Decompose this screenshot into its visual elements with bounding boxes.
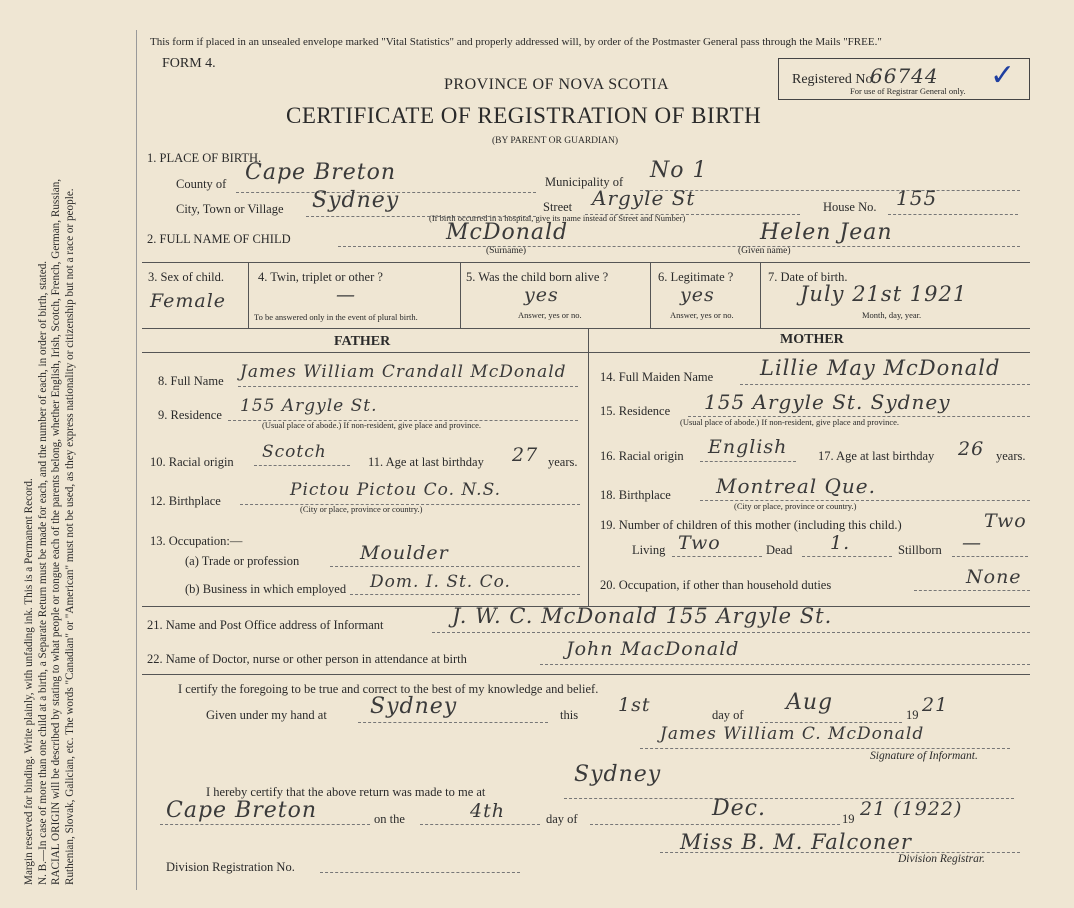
- registrar-day-of-label: day of: [546, 812, 578, 826]
- registrar-signature: Miss B. M. Falconer: [680, 830, 912, 854]
- mother-residence-value: 155 Argyle St. Sydney: [704, 390, 951, 414]
- father-occupation-label: 13. Occupation:—: [150, 534, 243, 548]
- registrar-day-value: 4th: [470, 800, 505, 822]
- twin-note: To be answered only in the event of plural birth.: [254, 312, 418, 322]
- dob-label: 7. Date of birth.: [768, 270, 848, 284]
- father-name-value: James William Crandall McDonald: [240, 362, 567, 382]
- mother-age-label: 17. Age at last birthday: [818, 449, 935, 463]
- mother-heading: MOTHER: [780, 332, 844, 347]
- mother-birthplace-value: Montreal Que.: [716, 474, 876, 498]
- father-racial-label: 10. Racial origin: [150, 455, 234, 469]
- living-value: Two: [678, 532, 721, 554]
- father-residence-label: 9. Residence: [158, 408, 222, 422]
- mother-occupation-value: None: [966, 566, 1022, 588]
- mother-children-label: 19. Number of children of this mother (including this child.): [600, 518, 902, 532]
- certify-text: I certify the foregoing to be true and correct to the best of my knowledge and belief.: [178, 682, 599, 696]
- binding-margin-line: [136, 30, 137, 890]
- form-number: FORM 4.: [162, 56, 216, 71]
- side-notes: [23, 65, 77, 885]
- registrar-county-value: Cape Breton: [166, 798, 318, 823]
- sex-value: Female: [150, 290, 227, 312]
- father-trade-value: Moulder: [360, 542, 449, 564]
- stillborn-label: Stillborn: [898, 543, 942, 557]
- legitimate-value: yes: [680, 284, 715, 306]
- child-surname-value: McDonald: [446, 220, 569, 245]
- informant-signature-caption: Signature of Informant.: [870, 750, 978, 762]
- registrar-use-note: For use of Registrar General only.: [850, 86, 966, 96]
- father-business-label: (b) Business in which employed: [185, 582, 347, 596]
- twin-value: —: [336, 284, 356, 306]
- certify-year-prefix: 19: [906, 708, 919, 722]
- child-name-label: 2. FULL NAME OF CHILD: [147, 232, 291, 246]
- city-value: Sydney: [312, 188, 400, 213]
- side-note-3: RACIAL ORIGIN will be described by stating to what people or tongue each of the parents belong, whether English, Irish, Scotch, French, German, Russian,: [50, 178, 62, 885]
- municipality-label: Municipality of: [545, 175, 624, 189]
- page-subtitle: (BY PARENT OR GUARDIAN): [492, 136, 619, 146]
- registrar-month-value: Dec.: [712, 796, 766, 821]
- house-label: House No.: [823, 200, 877, 214]
- certify-day-of-label: day of: [712, 708, 744, 722]
- informant-signature: James William C. McDonald: [660, 724, 925, 744]
- mother-occupation-label: 20. Occupation, if other than household duties: [600, 578, 832, 592]
- registrar-certify-text: I hereby certify that the above return was made to me at: [206, 785, 486, 799]
- mail-notice: This form if placed in an unsealed envelope marked "Vital Statistics" and properly addressed will, by order of the Postmaster General pass through the Mails "FREE.": [150, 36, 882, 48]
- legitimate-note: Answer, yes or no.: [670, 310, 734, 320]
- father-birthplace-note: (City or place, province or country.): [300, 504, 423, 514]
- house-value: 155: [896, 186, 938, 210]
- surname-caption: (Surname): [486, 246, 527, 256]
- county-value: Cape Breton: [245, 160, 397, 185]
- mother-name-label: 14. Full Maiden Name: [600, 370, 714, 384]
- certify-day-value: 1st: [618, 694, 651, 716]
- registered-label: Registered No.: [792, 72, 876, 87]
- mother-name-value: Lillie May McDonald: [760, 356, 1001, 380]
- dob-value: July 21st 1921: [800, 282, 968, 306]
- legitimate-label: 6. Legitimate ?: [658, 270, 734, 284]
- given-under-label: Given under my hand at: [206, 708, 327, 722]
- street-label: Street: [543, 200, 573, 214]
- division-registration-label: Division Registration No.: [166, 860, 295, 874]
- side-note-1: Margin reserved for binding. Write plainly, with unfading ink. This is a Permanent Record.: [23, 478, 35, 885]
- doctor-label: 22. Name of Doctor, nurse or other person in attendance at birth: [147, 652, 467, 666]
- father-residence-note: (Usual place of abode.) If non-resident, give place and province.: [262, 420, 482, 430]
- child-given-value: Helen Jean: [760, 220, 893, 245]
- certify-year-value: 21: [922, 694, 949, 716]
- father-racial-value: Scotch: [262, 442, 327, 462]
- dob-note: Month, day, year.: [862, 310, 922, 320]
- mother-racial-value: English: [708, 436, 788, 458]
- father-name-label: 8. Full Name: [158, 374, 224, 388]
- father-years-label: years.: [548, 455, 578, 469]
- father-heading: FATHER: [334, 334, 391, 349]
- registrar-year-value: 21 (1922): [860, 798, 963, 820]
- registrar-on-label: on the: [374, 812, 405, 826]
- mother-birthplace-note: (City or place, province or country.): [734, 501, 857, 511]
- father-residence-value: 155 Argyle St.: [240, 396, 378, 416]
- mother-age-value: 26: [958, 438, 985, 460]
- this-label: this: [560, 708, 579, 722]
- father-business-value: Dom. I. St. Co.: [370, 572, 511, 592]
- side-note-4: Ruthenian, Slovak, Galician, etc. The words "Canadian" or "American" must not be used, as they express nationality or citizenship but not a race or people.: [63, 188, 76, 885]
- registrar-signature-caption: Division Registrar.: [898, 853, 985, 865]
- father-trade-label: (a) Trade or profession: [185, 554, 300, 568]
- side-note-2: N. B.—In case of more than one child at a birth, a Separate Return must be made for each, and the number of each, in order of birth, stated.: [36, 260, 49, 885]
- informant-label: 21. Name and Post Office address of Informant: [147, 618, 384, 632]
- checkmark-icon: ✓: [990, 59, 1016, 92]
- mother-birthplace-label: 18. Birthplace: [600, 488, 671, 502]
- registrar-year-prefix: 19: [842, 812, 855, 826]
- place-of-birth-label: 1. PLACE OF BIRTH.: [147, 151, 262, 165]
- registered-number: 66744: [870, 64, 939, 88]
- street-value: Argyle St: [592, 186, 696, 210]
- alive-note: Answer, yes or no.: [518, 310, 582, 320]
- mother-residence-label: 15. Residence: [600, 404, 671, 418]
- city-label: City, Town or Village: [176, 202, 284, 216]
- certify-month-value: Aug: [786, 690, 834, 715]
- informant-value: J. W. C. McDonald 155 Argyle St.: [452, 604, 833, 628]
- father-birthplace-value: Pictou Pictou Co. N.S.: [290, 480, 502, 500]
- province-heading: PROVINCE OF NOVA SCOTIA: [444, 76, 670, 93]
- page-title: CERTIFICATE OF REGISTRATION OF BIRTH: [286, 103, 762, 128]
- twin-label: 4. Twin, triplet or other ?: [258, 270, 383, 284]
- alive-label: 5. Was the child born alive ?: [466, 270, 609, 284]
- county-label: County of: [176, 177, 227, 191]
- municipality-value: No 1: [650, 158, 708, 183]
- mother-residence-note: (Usual place of abode.) If non-resident, give place and province.: [680, 417, 900, 427]
- mother-racial-label: 16. Racial origin: [600, 449, 684, 463]
- hospital-note: (If birth occurred in a hospital, give its name instead of Street and Number): [429, 213, 686, 223]
- father-age-label: 11. Age at last birthday: [368, 455, 484, 469]
- father-age-value: 27: [512, 444, 539, 466]
- stillborn-value: —: [962, 532, 982, 554]
- mother-years-label: years.: [996, 449, 1026, 463]
- father-birthplace-label: 12. Birthplace: [150, 494, 221, 508]
- given-place-value: Sydney: [370, 694, 458, 719]
- alive-value: yes: [524, 284, 559, 306]
- dead-value: 1.: [830, 532, 851, 554]
- living-label: Living: [632, 543, 666, 557]
- doctor-value: John MacDonald: [566, 638, 740, 660]
- given-caption: (Given name): [738, 246, 791, 256]
- sex-label: 3. Sex of child.: [148, 270, 225, 284]
- registrar-place-value: Sydney: [574, 762, 662, 787]
- mother-children-value: Two: [984, 510, 1027, 532]
- dead-label: Dead: [766, 543, 793, 557]
